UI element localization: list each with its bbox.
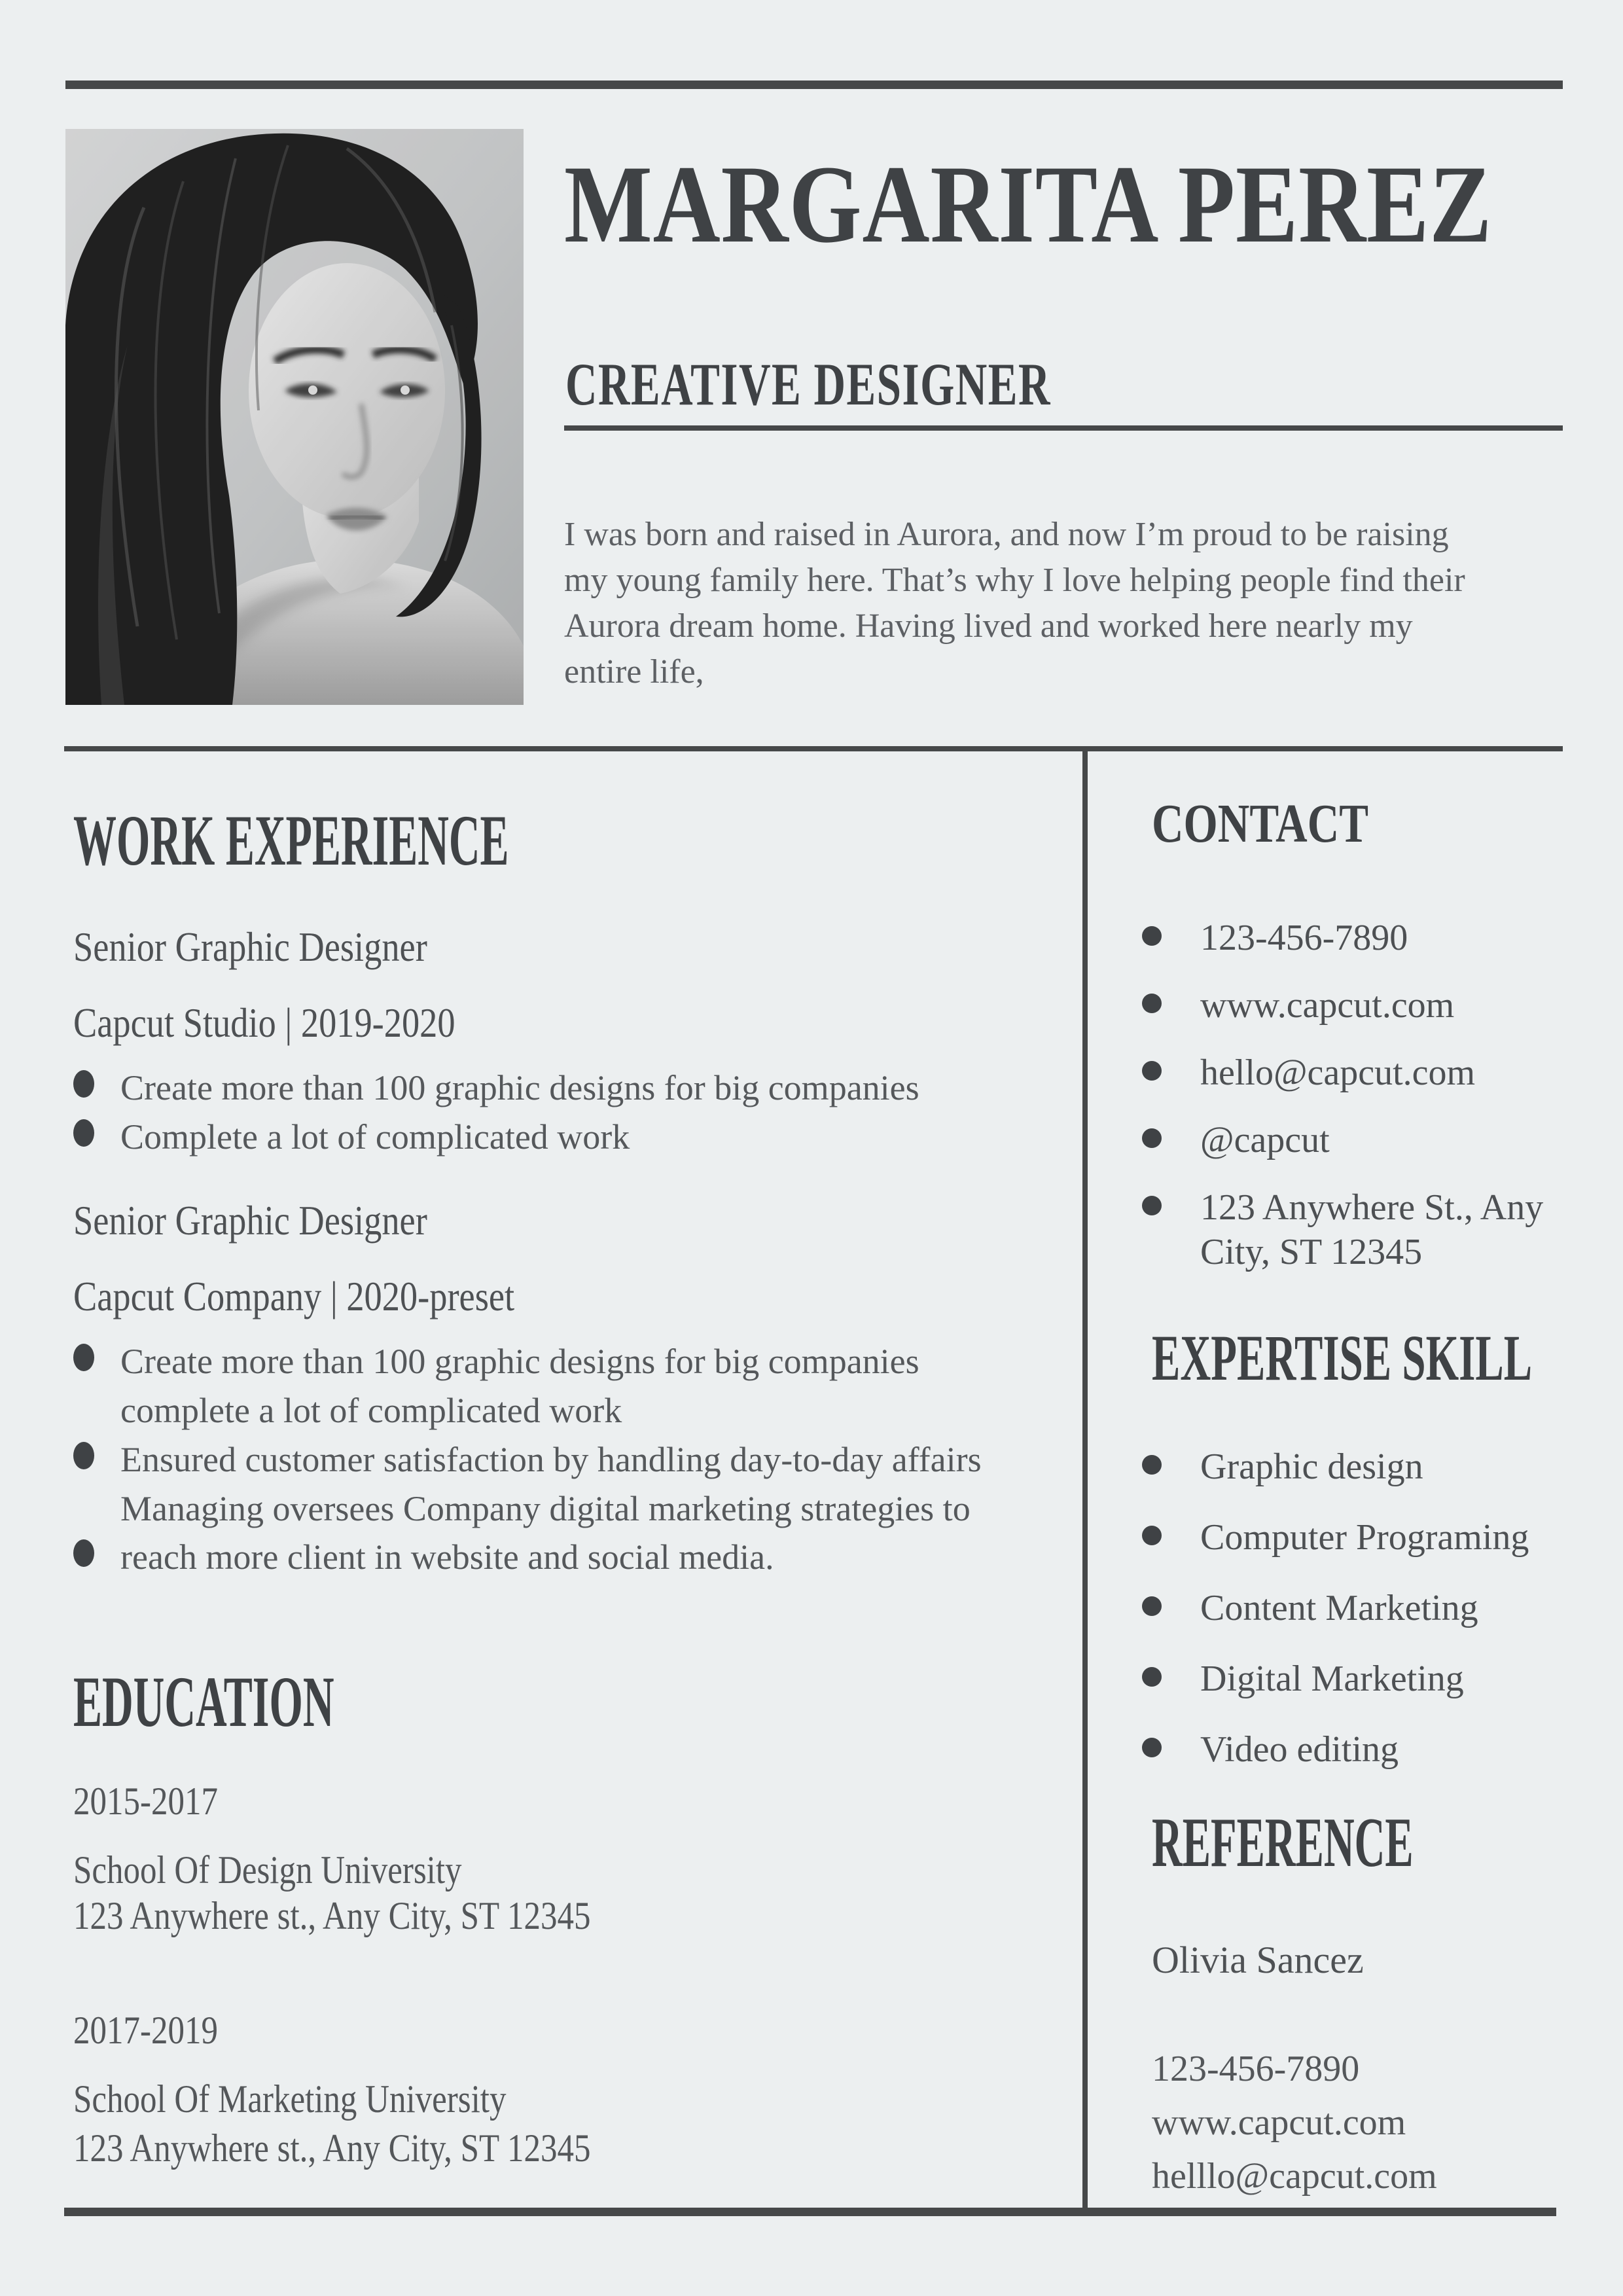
person-role: CREATIVE DESIGNER	[565, 351, 1051, 418]
education-years: 2015-2017	[73, 1780, 218, 1823]
contact-text: hello@capcut.com	[1200, 1052, 1476, 1093]
contact-address	[1200, 1185, 1543, 1274]
bullet-text: reach more client in website and social media.	[120, 1537, 774, 1577]
bio-line: Aurora dream home. Having lived and worked here nearly my	[564, 607, 1413, 645]
job-title: Senior Graphic Designer	[73, 1197, 427, 1244]
education-address: 123 Anywhere st., Any City, ST 12345	[73, 1894, 591, 1937]
contact-text: 123-456-7890	[1200, 918, 1408, 958]
bio-line: I was born and raised in Aurora, and now I’m proud to be raising	[564, 516, 1449, 553]
bullet-icon	[1142, 1596, 1162, 1616]
person-name: MARGARITA PEREZ	[564, 143, 1493, 266]
contact-item-handle	[1142, 1118, 1330, 1162]
contact-item-email	[1142, 1050, 1475, 1095]
bio-paragraph	[564, 512, 1465, 695]
skill-text: Content Marketing	[1200, 1588, 1478, 1628]
bullet-icon	[73, 1119, 94, 1147]
skill-item	[1142, 1586, 1478, 1630]
header-divider	[564, 425, 1563, 431]
profile-photo	[65, 129, 524, 705]
job-meta: Capcut Studio | 2019-2020	[73, 999, 455, 1046]
bullet-text: Create more than 100 graphic designs for big companies	[120, 1342, 919, 1381]
contact-item-address	[1142, 1185, 1543, 1274]
bullet-icon	[1142, 1061, 1162, 1081]
top-accent-bar	[65, 81, 1563, 89]
bullet-icon	[1142, 1526, 1162, 1545]
job-bullet	[73, 1535, 774, 1580]
reference-phone: 123-456-7890	[1152, 2049, 1360, 2089]
bullet-icon	[1142, 926, 1162, 946]
job-bullet-continuation	[73, 1487, 971, 1532]
main-horizontal-divider	[64, 746, 1563, 751]
bullet-text: complete a lot of complicated work	[120, 1391, 622, 1430]
education-years: 2017-2019	[73, 2009, 218, 2052]
bullet-text: Complete a lot of complicated work	[120, 1117, 630, 1157]
job-meta: Capcut Company | 2020-preset	[73, 1273, 515, 1319]
bottom-accent-bar	[64, 2208, 1556, 2216]
education-heading: EDUCATION	[73, 1662, 334, 1742]
education-school: School Of Design University	[73, 1848, 462, 1892]
skill-text: Video editing	[1200, 1729, 1399, 1770]
bullet-text: Ensured customer satisfaction by handling day-to-day affairs	[120, 1440, 982, 1479]
contact-heading: CONTACT	[1152, 793, 1369, 854]
work-experience-heading: WORK EXPERIENCE	[73, 800, 509, 880]
bullet-icon	[1142, 1455, 1162, 1475]
expertise-skill-heading: EXPERTISE SKILL	[1152, 1321, 1533, 1394]
column-vertical-divider	[1082, 746, 1088, 2208]
job-bullet-continuation	[73, 1389, 622, 1433]
bio-line: entire life,	[564, 653, 704, 691]
contact-item-website	[1142, 983, 1454, 1028]
bullet-icon	[73, 1442, 94, 1469]
job-bullet	[73, 1438, 982, 1482]
skill-item	[1142, 1657, 1464, 1701]
contact-address-line: 123 Anywhere St., Any	[1200, 1187, 1544, 1228]
skill-text: Digital Marketing	[1200, 1659, 1464, 1699]
bullet-icon	[1142, 994, 1162, 1013]
skill-item	[1142, 1444, 1423, 1489]
bullet-icon	[1142, 1738, 1162, 1757]
bullet-icon	[73, 1539, 94, 1567]
reference-email: helllo@capcut.com	[1152, 2156, 1437, 2197]
reference-website: www.capcut.com	[1152, 2102, 1406, 2143]
contact-text: @capcut	[1200, 1120, 1330, 1160]
reference-heading: REFERENCE	[1152, 1804, 1414, 1882]
skill-item	[1142, 1515, 1529, 1560]
job-title: Senior Graphic Designer	[73, 924, 427, 970]
reference-contact-block	[1152, 2042, 1437, 2203]
bullet-icon	[73, 1070, 94, 1098]
contact-address-line: City, ST 12345	[1200, 1232, 1423, 1272]
bio-line: my young family here. That’s why I love helping people find their	[564, 562, 1465, 599]
bullet-icon	[1142, 1667, 1162, 1687]
bullet-icon	[1142, 1196, 1162, 1215]
education-address: 123 Anywhere st., Any City, ST 12345	[73, 2126, 591, 2170]
bullet-text: Create more than 100 graphic designs for big companies	[120, 1068, 919, 1107]
contact-text: www.capcut.com	[1200, 985, 1455, 1026]
contact-item-phone	[1142, 916, 1408, 960]
job-bullet	[73, 1066, 919, 1111]
bullet-icon	[73, 1344, 94, 1371]
education-school: School Of Marketing University	[73, 2077, 507, 2121]
bullet-icon	[1142, 1128, 1162, 1148]
job-bullet	[73, 1340, 919, 1384]
job-bullet	[73, 1115, 630, 1160]
reference-name: Olivia Sancez	[1152, 1939, 1364, 1981]
bullet-text: Managing oversees Company digital marketing strategies to	[120, 1489, 971, 1528]
skill-text: Graphic design	[1200, 1446, 1423, 1487]
skill-item	[1142, 1727, 1399, 1772]
skill-text: Computer Programing	[1200, 1517, 1529, 1558]
